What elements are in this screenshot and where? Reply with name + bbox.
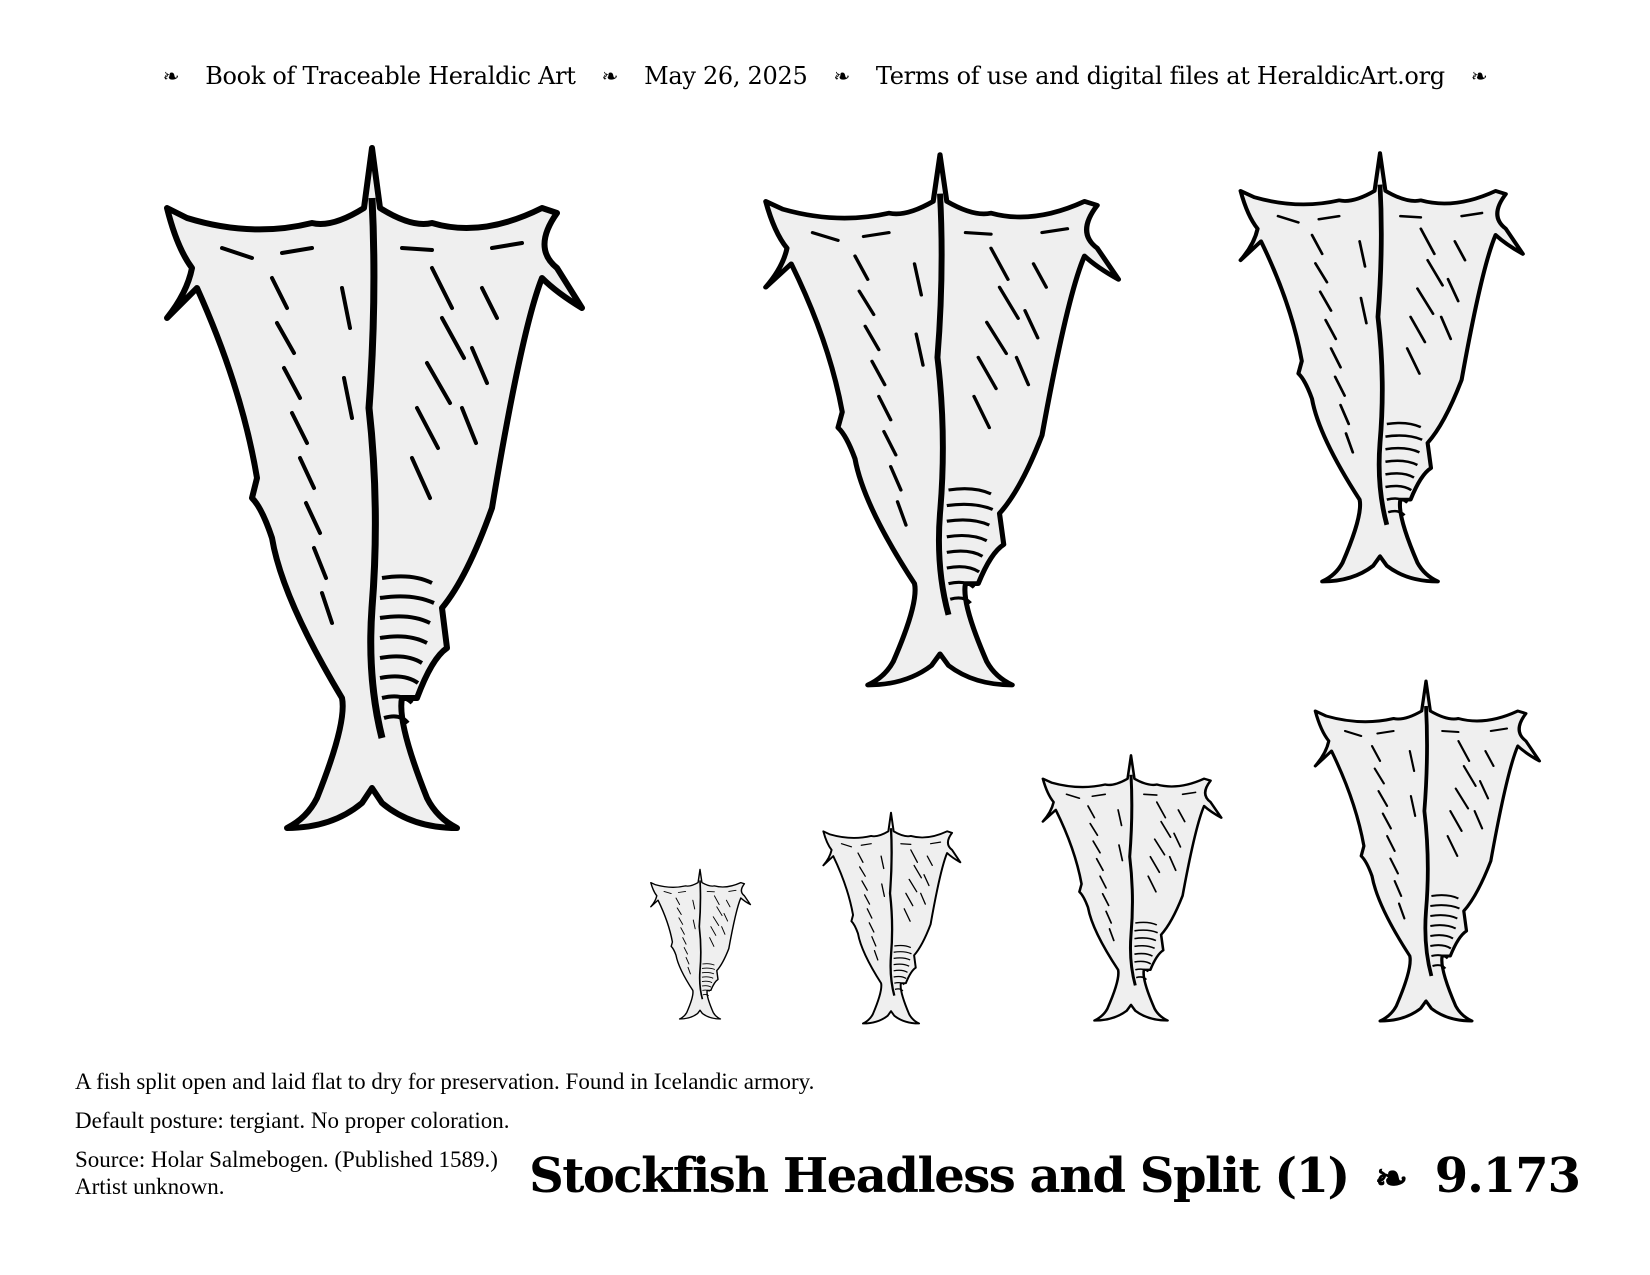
book-title: Book of Traceable Heraldic Art bbox=[205, 62, 576, 90]
publication-date: May 26, 2025 bbox=[644, 62, 808, 90]
plate-name: Stockfish Headless and Split (1) bbox=[529, 1148, 1349, 1204]
fleuron-icon: ❧ bbox=[601, 64, 619, 88]
plate-title bbox=[529, 1148, 1580, 1218]
stockfish-medium-1 bbox=[766, 155, 1119, 685]
stockfish-medium-2 bbox=[1241, 153, 1523, 581]
stockfish-small-3 bbox=[1315, 681, 1539, 1021]
source-line: Source: Holar Salmebogen. (Published 1589.) bbox=[75, 1147, 498, 1172]
artist-line: Artist unknown. bbox=[75, 1174, 225, 1199]
fleuron-icon: ❧ bbox=[1374, 1155, 1407, 1202]
stockfish-large bbox=[167, 148, 582, 828]
fleuron-icon: ❧ bbox=[1470, 64, 1488, 88]
fleuron-icon: ❧ bbox=[162, 64, 180, 88]
description-line: A fish split open and laid flat to dry for preservation. Found in Icelandic armory. bbox=[75, 1069, 815, 1094]
terms-of-use: Terms of use and digital files at HeraldicArt.org bbox=[875, 62, 1445, 90]
stockfish-smallest bbox=[651, 869, 751, 1019]
stockfish-small-1 bbox=[823, 813, 960, 1024]
stockfish-small-2 bbox=[1043, 755, 1221, 1020]
plate-number: 9.173 bbox=[1434, 1148, 1580, 1204]
posture-line: Default posture: tergiant. No proper coloration. bbox=[75, 1108, 510, 1133]
fleuron-icon: ❧ bbox=[833, 64, 850, 88]
